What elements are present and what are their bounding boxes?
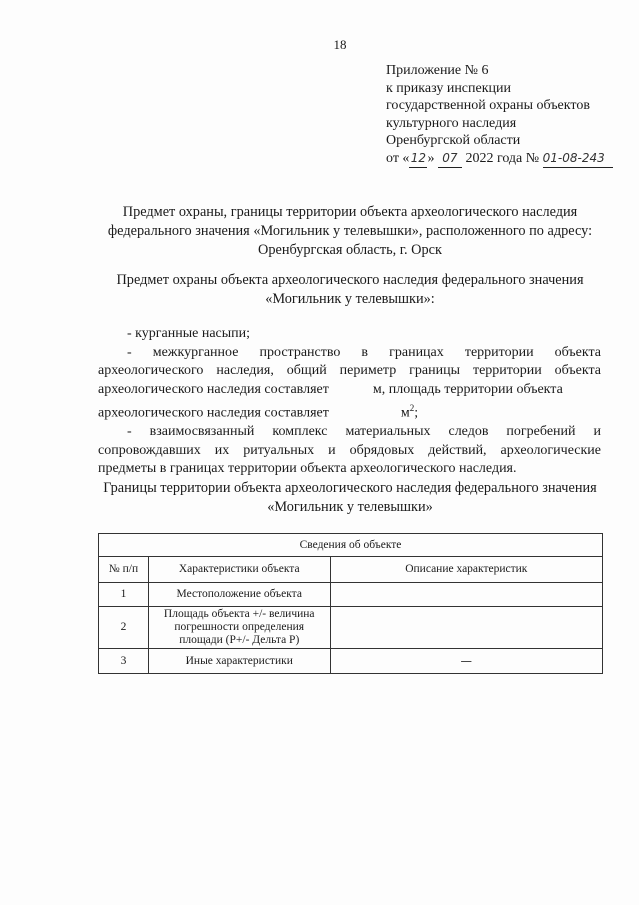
row-characteristic: Иные характеристики [148,649,330,674]
appendix-number: Приложение № 6 [386,63,489,78]
row-number: 3 [99,649,149,674]
list-item-continuation [98,399,601,423]
table-row [99,583,603,607]
row-description [330,607,602,649]
table-header: Сведения об объекте [99,534,603,557]
appendix-line-inspection: государственной охраны объектов [386,98,590,113]
appendix-line-heritage: культурного наследия [386,115,517,131]
order-number: 01-08-243 [543,150,613,169]
date-suffix: 2022 года № [465,150,540,166]
area-unit-sup: 2 [409,403,415,413]
page-number: 18 [333,37,347,52]
table-row [99,649,603,674]
object-info-table [98,533,603,674]
list-item-continuation: археологического наследия, общий периметр границы территории объекта [98,363,601,378]
row-description: — [330,649,602,674]
perimeter-unit: м, площадь территории объекта [372,381,563,397]
appendix-line-order: к приказу инспекции [386,80,512,96]
area-unit: м [400,405,410,421]
table-row [99,607,603,649]
list-item: - курганные насыпи; [127,326,251,341]
list-item: - взаимосвязанный комплекс материальных следов погребений и [127,424,601,440]
date-month: 07 [438,150,462,169]
subject-list [98,325,601,479]
main-title: Предмет охраны, границы территории объекта археологического наследия федерального значения «Могильник у телевышки», расположенного по адресу: Оренбургская область, г. Орск [107,204,593,258]
date-mid: » [427,150,435,166]
appendix-date-line [386,150,636,169]
row-characteristic: Площадь объекта +/- величина погрешности определения площади (Р+/- Дельта Р) [148,607,330,649]
subject-title: Предмет охраны объекта археологического наследия федерального значения «Могильник у телевышки»: [116,272,584,307]
column-header-description: Описание характеристик [330,557,602,583]
perimeter-label: археологического наследия составляет [98,381,329,397]
appendix-line-region: Оренбургской области [386,133,521,148]
area-label: археологического наследия составляет [98,405,329,421]
row-number: 2 [99,607,149,649]
list-item-continuation [98,381,601,400]
row-characteristic: Местоположение объекта [148,583,330,607]
row-number: 1 [99,583,149,607]
list-item-continuation: сопровождавших их ритуальных и обрядовых действий, археологические [98,442,601,458]
column-header-number: № п/п [99,557,149,583]
date-day: 12 [409,150,427,169]
list-item-continuation: предметы в границах территории объекта археологического наследия. [98,461,517,477]
date-prefix: от « [386,150,410,166]
area-end: ; [414,405,419,421]
list-item: - межкурганное пространство в границах территории объекта [127,344,601,360]
bounds-title: Границы территории объекта археологического наследия федерального значения «Могильник у телевышки» [103,480,597,515]
table-header-row [99,534,603,557]
table-columns-row [99,557,603,583]
row-description [330,583,602,607]
appendix-block [386,62,636,168]
column-header-characteristic: Характеристики объекта [148,557,330,583]
